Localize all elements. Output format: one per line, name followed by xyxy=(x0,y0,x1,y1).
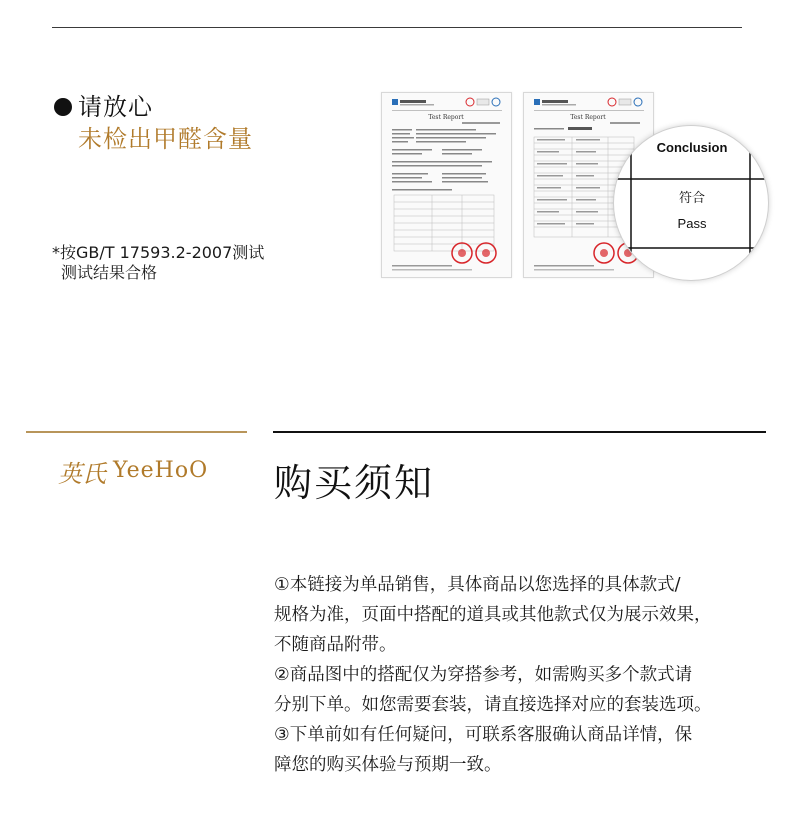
notice-line: 规格为准，页面中搭配的道具或其他款式仅为展示效果， xyxy=(274,605,712,625)
purchase-notice-body xyxy=(274,570,764,780)
test-report-document xyxy=(382,93,511,277)
conclusion-value-cn: 符合 xyxy=(678,191,706,206)
brand-wordmark: YeeHoO xyxy=(113,458,209,483)
brand-mark-cn: 英氏 xyxy=(58,460,106,488)
safety-heading xyxy=(54,87,153,122)
test-standard-line: *按GB/T 17593.2-2007测试 xyxy=(52,243,265,262)
magnified-conclusion-table xyxy=(614,126,768,280)
red-stamp-icon xyxy=(452,243,496,263)
bullet-dot-icon xyxy=(54,98,72,116)
notice-line: 不随商品附带。 xyxy=(274,635,397,655)
section-divider xyxy=(273,431,766,433)
notice-line: ③下单前如有任何疑问，可联系客服确认商品详情，保 xyxy=(274,725,693,745)
notice-line: 分别下单。如您需要套装，请直接选择对应的套装选项。 xyxy=(274,695,712,715)
test-result-line: 测试结果合格 xyxy=(61,263,158,282)
conclusion-value-en: Pass xyxy=(677,216,707,231)
notice-line: 障您的购买体验与预期一致。 xyxy=(274,755,502,775)
report-title: Test Report xyxy=(428,114,464,121)
safety-heading-text: 请放心 xyxy=(78,93,153,121)
test-report-image-1 xyxy=(381,92,512,278)
conclusion-header: Conclusion xyxy=(656,140,728,155)
purchase-notice-title: 购买须知 xyxy=(274,461,435,505)
brand-divider xyxy=(26,431,247,433)
report-title: Test Report xyxy=(570,114,606,121)
conclusion-magnifier xyxy=(613,125,769,281)
brand-mark-logo xyxy=(58,455,114,491)
top-divider xyxy=(52,27,742,28)
notice-line: ①本链接为单品销售，具体商品以您选择的具体款式/ xyxy=(274,575,681,595)
notice-line: ②商品图中的搭配仅为穿搭参考，如需购买多个款式请 xyxy=(274,665,693,685)
test-standard-note xyxy=(52,243,264,283)
safety-subheading: 未检出甲醛含量 xyxy=(78,125,253,153)
